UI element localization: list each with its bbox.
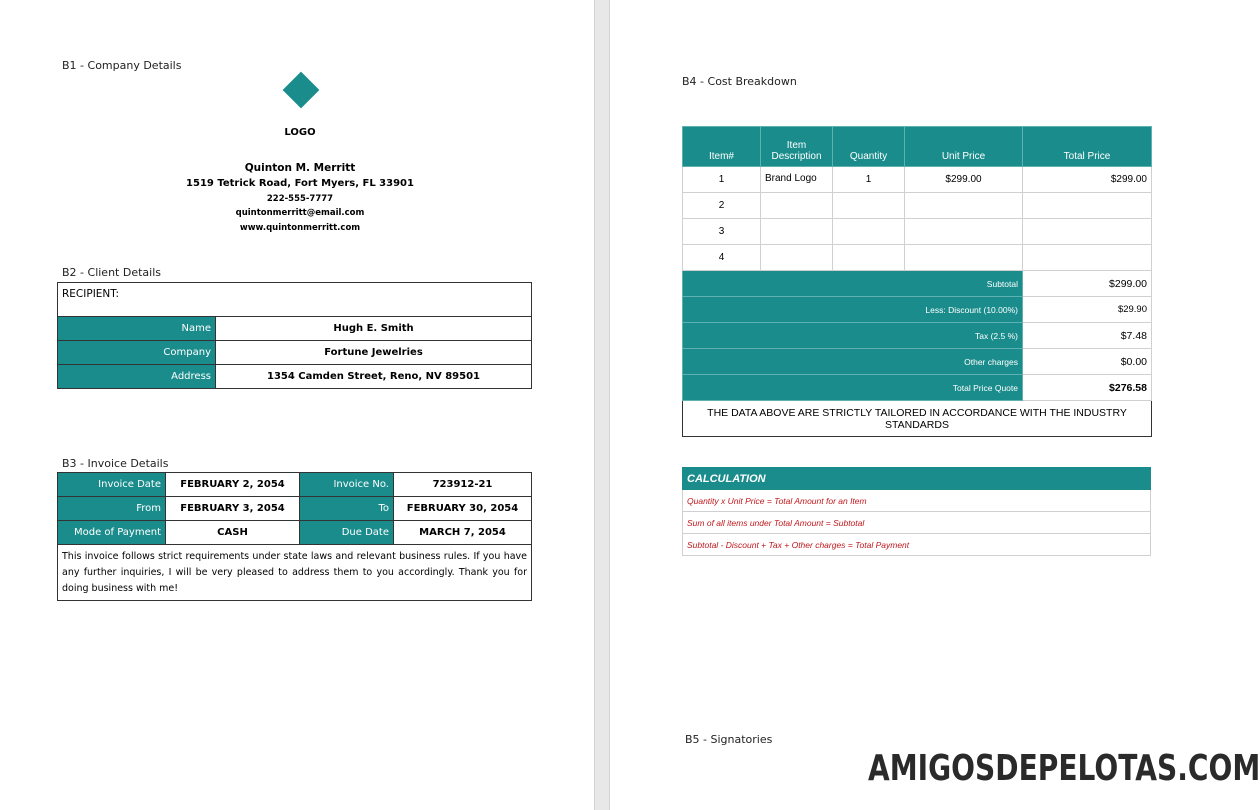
calculation-title: CALCULATION [683, 468, 1151, 490]
page-gutter [594, 0, 610, 810]
cost-item-row [683, 219, 1152, 245]
invoice-value: CASH [166, 521, 300, 545]
item-description [761, 193, 833, 219]
item-description [761, 245, 833, 271]
item-number: 1 [683, 167, 761, 193]
invoice-label: Due Date [300, 521, 394, 545]
item-description: Brand Logo [761, 167, 833, 193]
cost-item-row [683, 193, 1152, 219]
invoice-label: To [300, 497, 394, 521]
section-label-client: B2 - Client Details [62, 266, 161, 279]
invoice-value: MARCH 7, 2054 [394, 521, 532, 545]
summary-row [683, 323, 1152, 349]
client-label: Company [58, 341, 216, 365]
company-address: 1519 Tetrick Road, Fort Myers, FL 33901 [186, 178, 414, 189]
invoice-label: From [58, 497, 166, 521]
calculation-table [682, 467, 1151, 556]
total-price-quote: $276.58 [1023, 375, 1152, 401]
company-email: quintonmerritt@email.com [235, 208, 365, 218]
summary-label: Total Price Quote [683, 375, 1023, 401]
invoice-value: FEBRUARY 3, 2054 [166, 497, 300, 521]
recipient-label: RECIPIENT: [58, 283, 532, 317]
section-label-signatories: B5 - Signatories [685, 733, 773, 746]
item-total-price: $299.00 [1023, 167, 1152, 193]
item-unit-price [905, 219, 1023, 245]
invoice-label: Mode of Payment [58, 521, 166, 545]
item-total-price [1023, 193, 1152, 219]
section-label-cost: B4 - Cost Breakdown [682, 75, 797, 88]
item-number: 4 [683, 245, 761, 271]
summary-label: Less: Discount (10.00%) [683, 297, 1023, 323]
client-row [58, 341, 532, 365]
invoice-value: FEBRUARY 30, 2054 [394, 497, 532, 521]
summary-value: $0.00 [1023, 349, 1152, 375]
watermark-text: AMIGOSDEPELOTAS.COM [868, 748, 1260, 789]
calculation-line: Quantity x Unit Price = Total Amount for an Item [683, 490, 1151, 512]
client-row [58, 365, 532, 389]
client-label: Address [58, 365, 216, 389]
item-quantity [833, 245, 905, 271]
item-quantity [833, 193, 905, 219]
company-name: Quinton M. Merritt [244, 162, 356, 174]
cost-table [682, 126, 1152, 437]
cost-header: Quantity [833, 127, 905, 167]
item-quantity: 1 [833, 167, 905, 193]
cost-header: Item# [683, 127, 761, 167]
invoice-value: FEBRUARY 2, 2054 [166, 473, 300, 497]
summary-row [683, 349, 1152, 375]
item-number: 3 [683, 219, 761, 245]
invoice-row [58, 521, 532, 545]
summary-label: Other charges [683, 349, 1023, 375]
summary-row-total [683, 375, 1152, 401]
item-unit-price [905, 193, 1023, 219]
cost-header-row [683, 127, 1152, 167]
item-unit-price: $299.00 [905, 167, 1023, 193]
cost-header: Unit Price [905, 127, 1023, 167]
cost-header: Item Description [761, 127, 833, 167]
calculation-line: Subtotal - Discount + Tax + Other charges = Total Payment [683, 534, 1151, 556]
left-page [0, 0, 594, 810]
cost-item-row [683, 245, 1152, 271]
calculation-line: Sum of all items under Total Amount = Subtotal [683, 512, 1151, 534]
item-unit-price [905, 245, 1023, 271]
summary-label: Tax (2.5 %) [683, 323, 1023, 349]
item-total-price [1023, 219, 1152, 245]
client-table [57, 282, 532, 389]
item-quantity [833, 219, 905, 245]
client-label: Name [58, 317, 216, 341]
invoice-label: Invoice Date [58, 473, 166, 497]
summary-value: $299.00 [1023, 271, 1152, 297]
item-total-price [1023, 245, 1152, 271]
client-row [58, 317, 532, 341]
cost-note: THE DATA ABOVE ARE STRICTLY TAILORED IN ACCORDANCE WITH THE INDUSTRY STANDARDS [683, 401, 1152, 437]
section-label-invoice: B3 - Invoice Details [62, 457, 169, 470]
invoice-label: Invoice No. [300, 473, 394, 497]
summary-row [683, 271, 1152, 297]
invoice-note: This invoice follows strict requirements under state laws and relevant business rules. If you have any further inquiries, I will be very pleased to address them to you accordingly. Thank you for doing business with me! [58, 545, 532, 601]
invoice-table [57, 472, 532, 601]
summary-row [683, 297, 1152, 323]
summary-value: $7.48 [1023, 323, 1152, 349]
client-value: Fortune Jewelries [216, 341, 532, 365]
logo-diamond-icon [283, 72, 320, 109]
right-page [610, 0, 1201, 810]
item-description [761, 219, 833, 245]
summary-value: $29.90 [1023, 297, 1152, 323]
company-phone: 222-555-7777 [266, 194, 334, 204]
cost-item-row [683, 167, 1152, 193]
invoice-row [58, 497, 532, 521]
summary-label: Subtotal [683, 271, 1023, 297]
invoice-value: 723912-21 [394, 473, 532, 497]
item-number: 2 [683, 193, 761, 219]
logo-text: LOGO [284, 127, 316, 138]
section-label-company: B1 - Company Details [62, 59, 182, 72]
cost-header: Total Price [1023, 127, 1152, 167]
client-value: Hugh E. Smith [216, 317, 532, 341]
company-website: www.quintonmerritt.com [239, 223, 361, 233]
client-value: 1354 Camden Street, Reno, NV 89501 [216, 365, 532, 389]
invoice-row [58, 473, 532, 497]
